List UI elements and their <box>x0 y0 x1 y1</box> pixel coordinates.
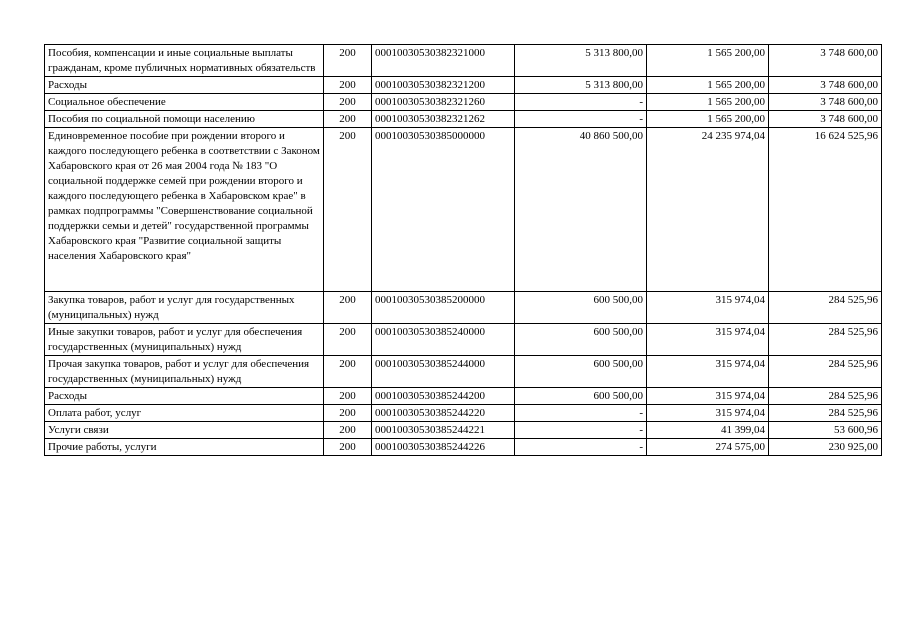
table-row <box>45 45 882 77</box>
row-name-cell: Расходы <box>45 388 324 405</box>
row-executed-amount-cell: 274 575,00 <box>647 439 769 456</box>
row-executed-amount-cell: 1 565 200,00 <box>647 111 769 128</box>
row-name-cell: Иные закупки товаров, работ и услуг для обеспечения государственных (муниципальных) нужд <box>45 324 324 356</box>
row-classification-code-cell: 00010030530382321200 <box>372 77 515 94</box>
table-row <box>45 439 882 456</box>
row-approved-amount-cell: 600 500,00 <box>515 356 647 388</box>
budget-execution-table <box>44 44 882 456</box>
row-code-cell: 200 <box>324 356 372 388</box>
row-code-cell: 200 <box>324 77 372 94</box>
row-classification-code-cell: 00010030530382321260 <box>372 94 515 111</box>
row-unexecuted-amount-cell: 16 624 525,96 <box>769 128 882 292</box>
row-name-cell: Услуги связи <box>45 422 324 439</box>
row-classification-code-cell: 00010030530385244200 <box>372 388 515 405</box>
row-executed-amount-cell: 41 399,04 <box>647 422 769 439</box>
row-classification-code-cell: 00010030530385244226 <box>372 439 515 456</box>
row-unexecuted-amount-cell: 3 748 600,00 <box>769 111 882 128</box>
row-approved-amount-cell: 5 313 800,00 <box>515 77 647 94</box>
row-code-cell: 200 <box>324 111 372 128</box>
row-code-cell: 200 <box>324 94 372 111</box>
row-classification-code-cell: 00010030530385000000 <box>372 128 515 292</box>
table-row <box>45 388 882 405</box>
row-approved-amount-cell: 600 500,00 <box>515 324 647 356</box>
row-name-cell: Расходы <box>45 77 324 94</box>
row-classification-code-cell: 00010030530382321262 <box>372 111 515 128</box>
row-code-cell: 200 <box>324 439 372 456</box>
table-body <box>45 45 882 456</box>
row-unexecuted-amount-cell: 284 525,96 <box>769 356 882 388</box>
row-name-cell: Единовременное пособие при рождении второго и каждого последующего ребенка в соответствии с Законом Хабаровского края от 26 мая 2004 года № 183 "О социальной поддержке семей при рождении второго и каждого последующего ребенка в Хабаровском крае" в рамках подпрограммы "Совершенствование социальной поддержки семьи и детей" государственной программы Хабаровского края "Развитие социальной защиты населения Хабаровского края" <box>45 128 324 292</box>
row-unexecuted-amount-cell: 284 525,96 <box>769 388 882 405</box>
table-row <box>45 77 882 94</box>
table-row <box>45 111 882 128</box>
row-executed-amount-cell: 315 974,04 <box>647 356 769 388</box>
row-classification-code-cell: 00010030530385244000 <box>372 356 515 388</box>
row-classification-code-cell: 00010030530382321000 <box>372 45 515 77</box>
row-code-cell: 200 <box>324 292 372 324</box>
table-row <box>45 356 882 388</box>
row-name-cell: Прочая закупка товаров, работ и услуг для обеспечения государственных (муниципальных) нужд <box>45 356 324 388</box>
row-name-cell: Пособия по социальной помощи населению <box>45 111 324 128</box>
row-code-cell: 200 <box>324 45 372 77</box>
table-row <box>45 94 882 111</box>
row-approved-amount-cell: 600 500,00 <box>515 388 647 405</box>
row-approved-amount-cell: 5 313 800,00 <box>515 45 647 77</box>
row-approved-amount-cell: - <box>515 94 647 111</box>
row-name-cell: Пособия, компенсации и иные социальные выплаты гражданам, кроме публичных нормативных обязательств <box>45 45 324 77</box>
table-row <box>45 324 882 356</box>
row-name-cell: Прочие работы, услуги <box>45 439 324 456</box>
row-executed-amount-cell: 24 235 974,04 <box>647 128 769 292</box>
row-executed-amount-cell: 315 974,04 <box>647 405 769 422</box>
row-code-cell: 200 <box>324 128 372 292</box>
table-row <box>45 422 882 439</box>
row-code-cell: 200 <box>324 422 372 439</box>
row-unexecuted-amount-cell: 3 748 600,00 <box>769 77 882 94</box>
row-executed-amount-cell: 1 565 200,00 <box>647 45 769 77</box>
row-code-cell: 200 <box>324 388 372 405</box>
row-name-cell: Оплата работ, услуг <box>45 405 324 422</box>
row-approved-amount-cell: 40 860 500,00 <box>515 128 647 292</box>
row-executed-amount-cell: 1 565 200,00 <box>647 94 769 111</box>
table-row <box>45 128 882 292</box>
row-unexecuted-amount-cell: 284 525,96 <box>769 324 882 356</box>
row-approved-amount-cell: - <box>515 439 647 456</box>
row-classification-code-cell: 00010030530385244221 <box>372 422 515 439</box>
row-executed-amount-cell: 315 974,04 <box>647 292 769 324</box>
row-name-cell: Закупка товаров, работ и услуг для государственных (муниципальных) нужд <box>45 292 324 324</box>
row-unexecuted-amount-cell: 3 748 600,00 <box>769 45 882 77</box>
row-unexecuted-amount-cell: 284 525,96 <box>769 405 882 422</box>
row-code-cell: 200 <box>324 405 372 422</box>
row-executed-amount-cell: 315 974,04 <box>647 324 769 356</box>
row-classification-code-cell: 00010030530385244220 <box>372 405 515 422</box>
row-approved-amount-cell: - <box>515 111 647 128</box>
row-classification-code-cell: 00010030530385200000 <box>372 292 515 324</box>
row-executed-amount-cell: 315 974,04 <box>647 388 769 405</box>
row-unexecuted-amount-cell: 284 525,96 <box>769 292 882 324</box>
table-row <box>45 405 882 422</box>
row-unexecuted-amount-cell: 3 748 600,00 <box>769 94 882 111</box>
row-approved-amount-cell: 600 500,00 <box>515 292 647 324</box>
row-unexecuted-amount-cell: 53 600,96 <box>769 422 882 439</box>
row-code-cell: 200 <box>324 324 372 356</box>
row-executed-amount-cell: 1 565 200,00 <box>647 77 769 94</box>
row-approved-amount-cell: - <box>515 422 647 439</box>
row-name-cell: Социальное обеспечение <box>45 94 324 111</box>
table-row <box>45 292 882 324</box>
row-unexecuted-amount-cell: 230 925,00 <box>769 439 882 456</box>
row-approved-amount-cell: - <box>515 405 647 422</box>
row-classification-code-cell: 00010030530385240000 <box>372 324 515 356</box>
